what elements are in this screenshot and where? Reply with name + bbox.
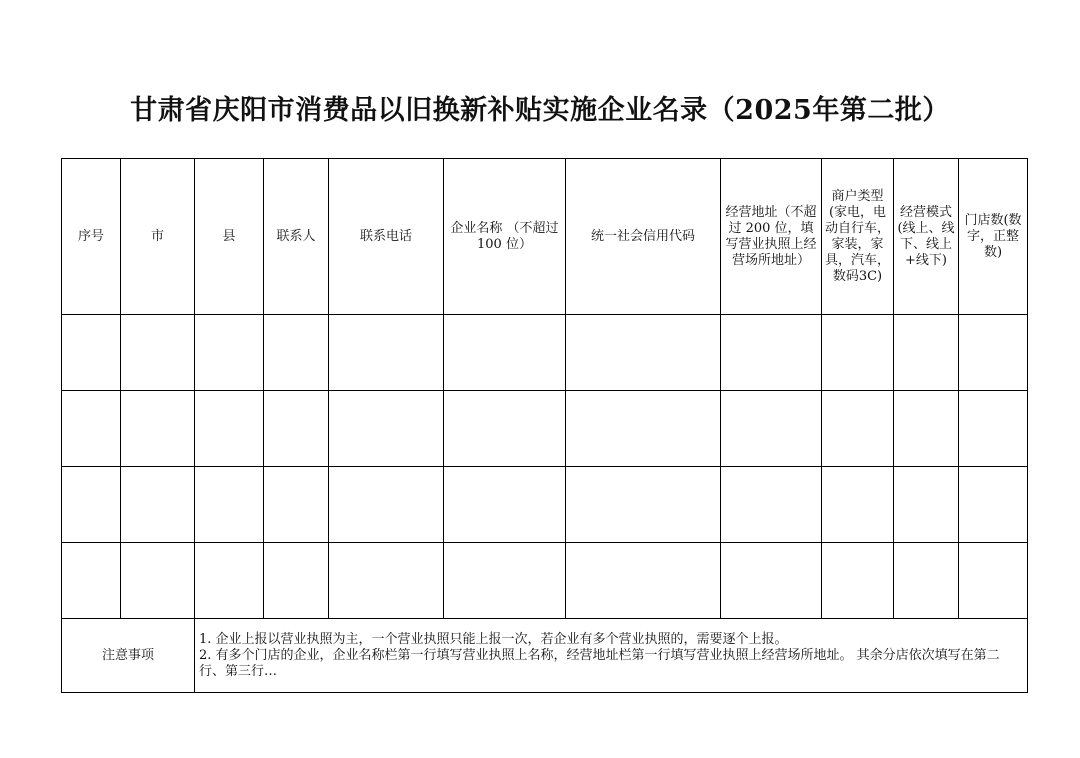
table-cell[interactable] — [121, 543, 195, 619]
table-cell[interactable] — [62, 315, 121, 391]
table-cell[interactable] — [959, 467, 1028, 543]
table-cell[interactable] — [329, 391, 444, 467]
table-cell[interactable] — [195, 391, 264, 467]
header-merchant-type: 商户类型(家电，电动自行车，家装，家具，汽车，数码3C) — [822, 159, 894, 315]
header-contact-person: 联系人 — [264, 159, 329, 315]
table-cell[interactable] — [959, 391, 1028, 467]
document-title: 甘肃省庆阳市消费品以旧换新补贴实施企业名录（2025年第二批） — [130, 95, 950, 126]
header-credit-code: 统一社会信用代码 — [566, 159, 721, 315]
header-row — [62, 159, 1028, 315]
table-cell[interactable] — [566, 467, 721, 543]
table-row — [62, 391, 1028, 467]
header-store-count: 门店数(数字，正整数) — [959, 159, 1028, 315]
table-cell[interactable] — [721, 543, 822, 619]
table-cell[interactable] — [822, 543, 894, 619]
table-cell[interactable] — [721, 467, 822, 543]
table-cell[interactable] — [894, 391, 959, 467]
table-cell[interactable] — [121, 315, 195, 391]
table-cell[interactable] — [721, 315, 822, 391]
notes-row — [62, 619, 1028, 693]
header-county: 县 — [195, 159, 264, 315]
table-cell[interactable] — [62, 391, 121, 467]
header-business-mode: 经营模式(线上、线下、线上+线下) — [894, 159, 959, 315]
table-cell[interactable] — [894, 543, 959, 619]
table-cell[interactable] — [195, 315, 264, 391]
header-city: 市 — [121, 159, 195, 315]
notes-body — [195, 619, 1028, 693]
table-cell[interactable] — [62, 543, 121, 619]
table-cell[interactable] — [894, 315, 959, 391]
table-cell[interactable] — [264, 543, 329, 619]
table-cell[interactable] — [822, 315, 894, 391]
table-cell[interactable] — [959, 315, 1028, 391]
table-cell[interactable] — [444, 543, 566, 619]
table-cell[interactable] — [195, 543, 264, 619]
table-cell[interactable] — [329, 315, 444, 391]
table-cell[interactable] — [62, 467, 121, 543]
table-cell[interactable] — [444, 315, 566, 391]
header-contact-phone: 联系电话 — [329, 159, 444, 315]
note-item: 1. 企业上报以营业执照为主，一个营业执照只能上报一次，若企业有多个营业执照的，需要逐个上报。 — [199, 631, 788, 647]
table-cell[interactable] — [264, 315, 329, 391]
table-cell[interactable] — [264, 467, 329, 543]
table-cell[interactable] — [121, 467, 195, 543]
table-cell[interactable] — [444, 391, 566, 467]
table-row — [62, 543, 1028, 619]
table-cell[interactable] — [566, 391, 721, 467]
header-business-address: 经营地址（不超过 200 位，填写营业执照上经营场所地址） — [721, 159, 822, 315]
table-cell[interactable] — [195, 467, 264, 543]
table-cell[interactable] — [721, 391, 822, 467]
table-cell[interactable] — [444, 467, 566, 543]
note-item: 2. 有多个门店的企业，企业名称栏第一行填写营业执照上名称，经营地址栏第一行填写营业执照上经营场所地址。 其余分店依次填写在第二行、第三行… — [199, 647, 1000, 679]
table-cell[interactable] — [959, 543, 1028, 619]
header-enterprise-name: 企业名称 （不超过 100 位） — [444, 159, 566, 315]
table-row — [62, 315, 1028, 391]
table-cell[interactable] — [822, 391, 894, 467]
table-cell[interactable] — [329, 467, 444, 543]
table-row — [62, 467, 1028, 543]
table-cell[interactable] — [566, 543, 721, 619]
table-cell[interactable] — [894, 467, 959, 543]
notes-label: 注意事项 — [62, 619, 195, 693]
table-cell[interactable] — [822, 467, 894, 543]
table-cell[interactable] — [566, 315, 721, 391]
table-cell[interactable] — [121, 391, 195, 467]
header-serial-number: 序号 — [62, 159, 121, 315]
enterprise-registry-table — [61, 158, 1028, 693]
table-cell[interactable] — [329, 543, 444, 619]
table-cell[interactable] — [264, 391, 329, 467]
